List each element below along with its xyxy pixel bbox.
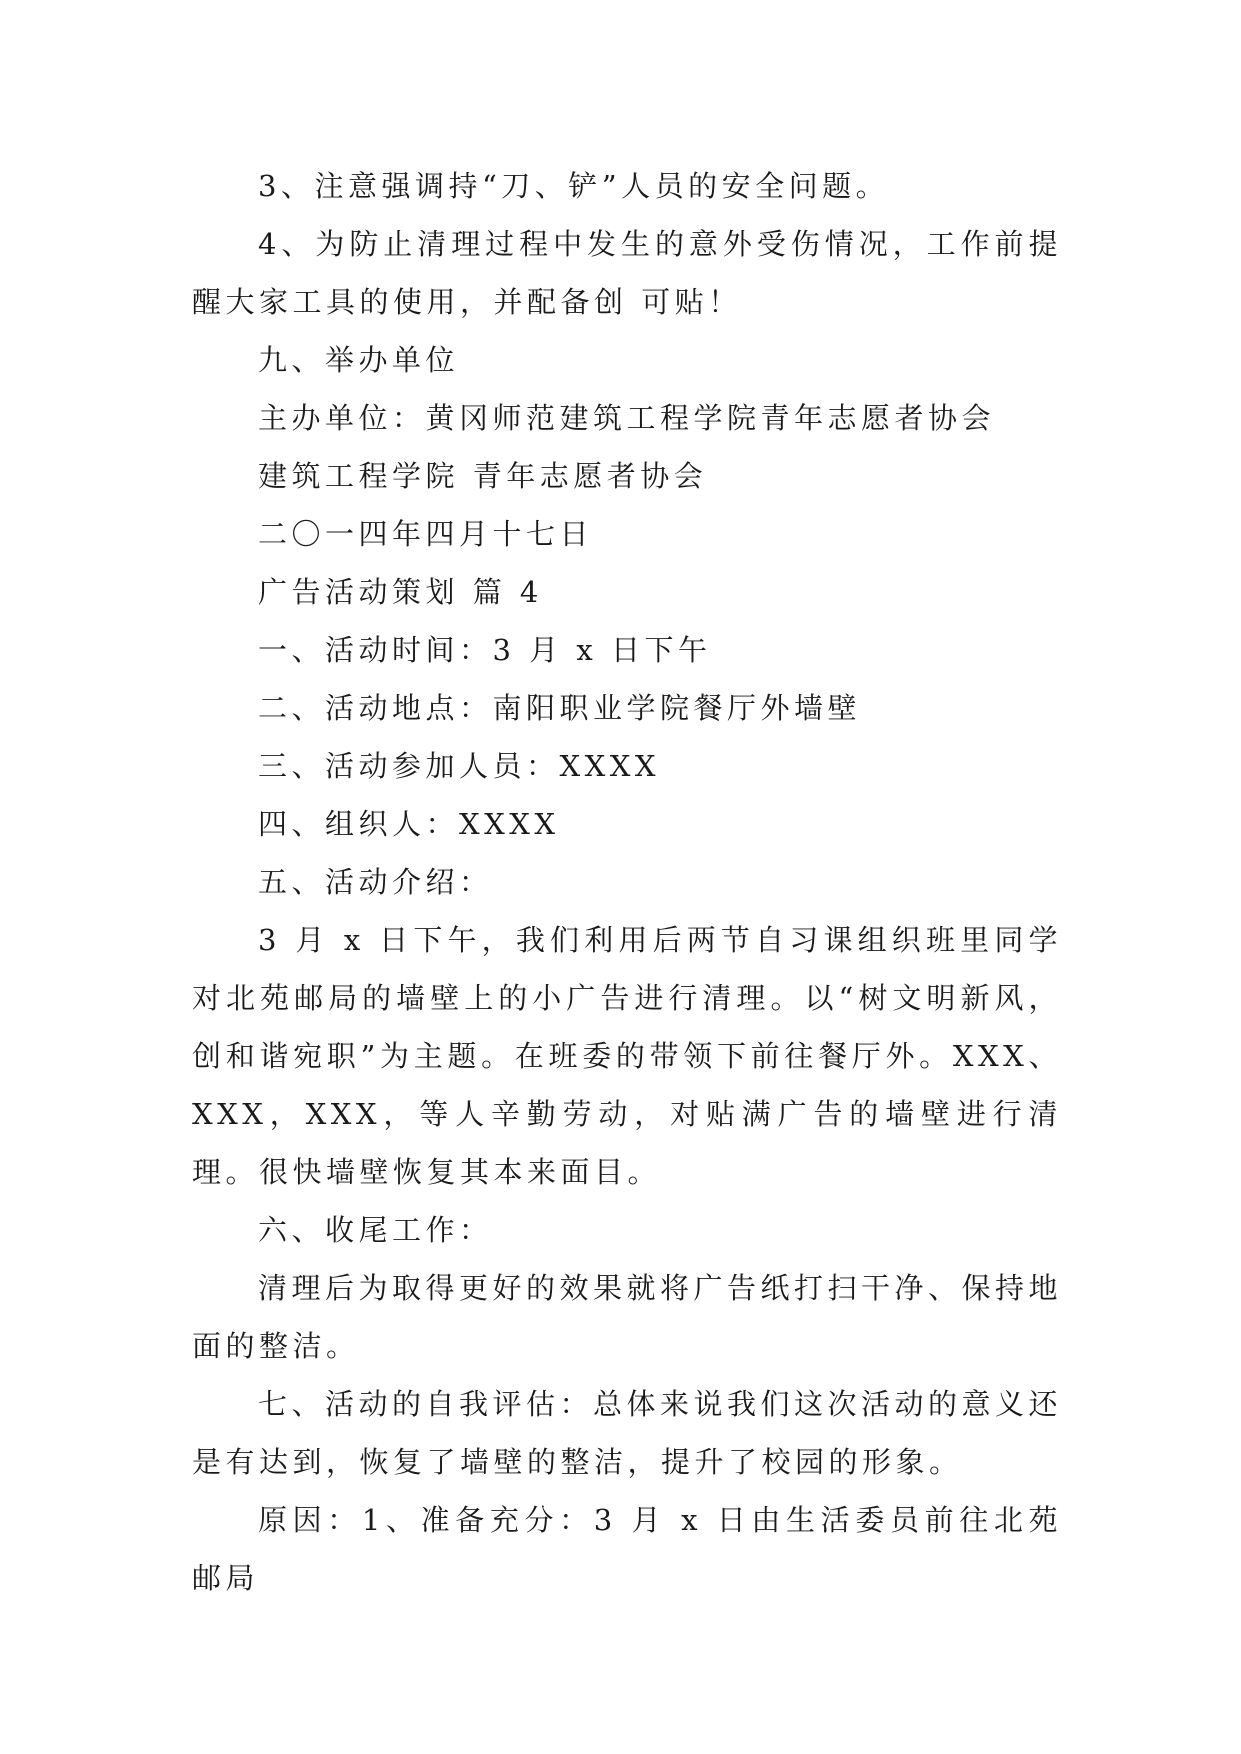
document-body	[192, 157, 1062, 1607]
paragraph: 七、活动的自我评估：总体来说我们这次活动的意义还是有达到，恢复了墙壁的整洁，提升了校园的形象。	[192, 1387, 1063, 1479]
paragraph: 4、为防止清理过程中发生的意外受伤情况，工作前提醒大家工具的使用，并配备创 可贴！	[192, 227, 1062, 319]
paragraph: 四、组织人：XXXX	[258, 807, 560, 841]
paragraph: 主办单位：黄冈师范建筑工程学院青年志愿者协会	[258, 401, 996, 435]
paragraph: 二、活动地点：南阳职业学院餐厅外墙壁	[258, 691, 862, 725]
section-title: 广告活动策划 篇 4	[258, 575, 543, 609]
paragraph: 三、活动参加人员：XXXX	[258, 749, 661, 783]
paragraph: 3、注意强调持“刀、铲”人员的安全问题。	[258, 169, 890, 203]
paragraph: 一、活动时间：3 月 x 日下午	[258, 633, 712, 667]
section-heading: 六、收尾工作：	[258, 1213, 493, 1247]
section-heading: 九、举办单位	[258, 343, 460, 377]
paragraph: 3 月 x 日下午，我们利用后两节自习课组织班里同学对北苑邮局的墙壁上的小广告进行清理。以“树文明新风，创和谐宛职”为主题。在班委的带领下前往餐厅外。XXX、XXX，XXX，等人辛勤劳动，对贴满广告的墙壁进行清理。很快墙壁恢复其本来面目。	[192, 923, 1062, 1189]
date-line: 二〇一四年四月十七日	[258, 517, 594, 551]
paragraph: 建筑工程学院 青年志愿者协会	[258, 459, 708, 493]
section-heading: 五、活动介绍：	[258, 865, 493, 899]
paragraph: 原因：1、准备充分：3 月 x 日由生活委员前往北苑邮局	[192, 1503, 1062, 1595]
paragraph: 清理后为取得更好的效果就将广告纸打扫干净、保持地面的整洁。	[192, 1271, 1063, 1363]
